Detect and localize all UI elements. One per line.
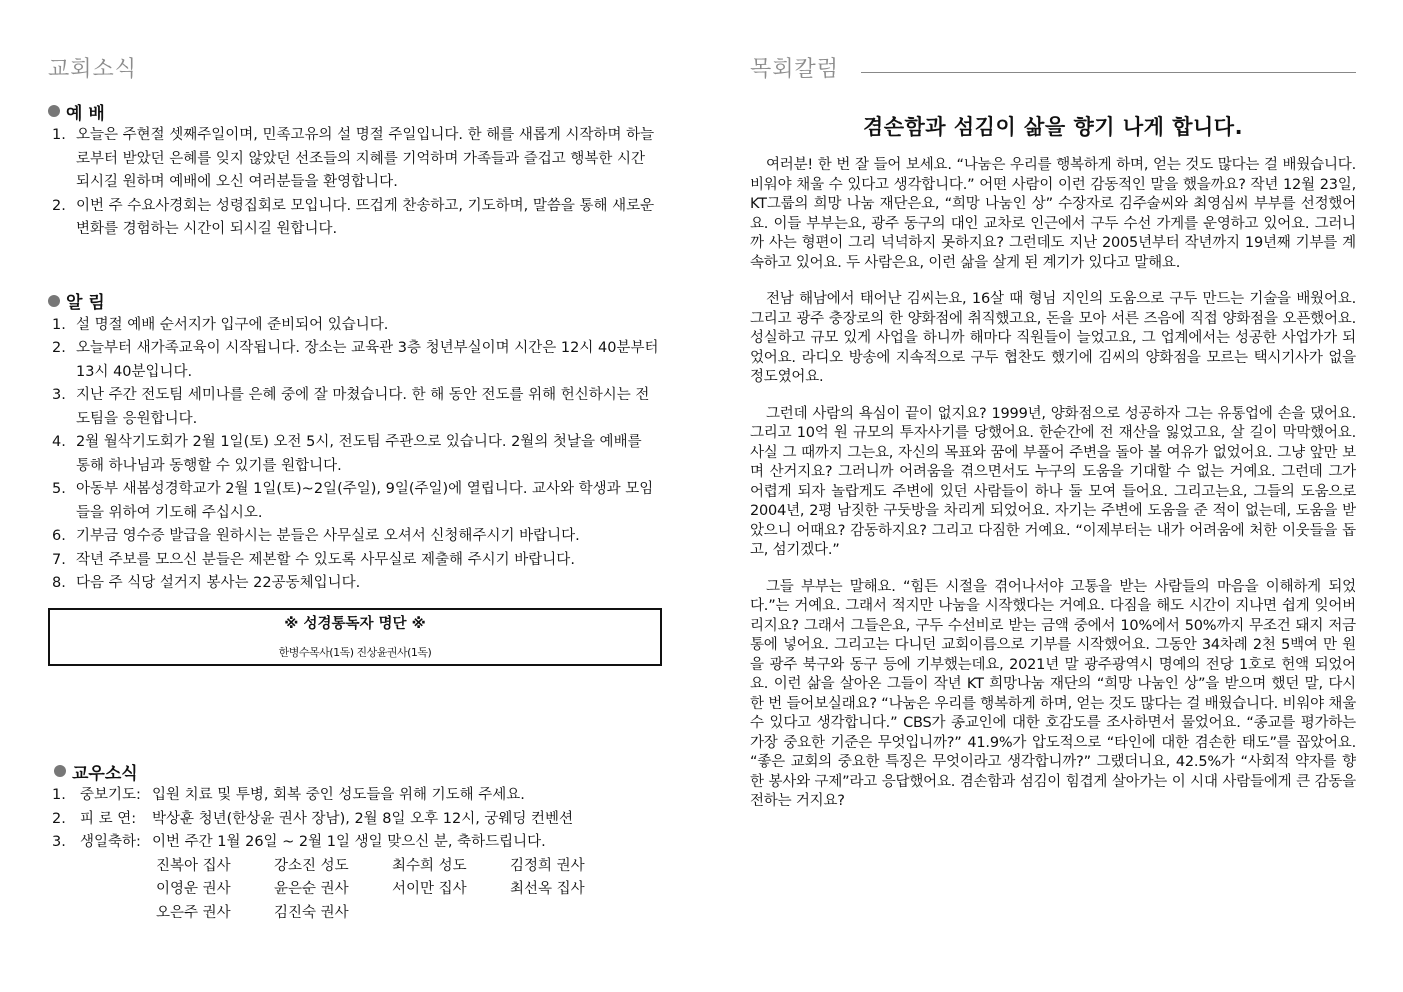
list-item: 3. 지난 주간 전도팀 세미나를 은혜 중에 잘 마쳤습니다. 한 해 동안 전도를 위해 헌신하시는 전도팀을 응원합니다. [52, 387, 650, 427]
bullet-icon [54, 765, 66, 777]
list-item: 8. 다음 주 식당 설거지 봉사는 22공동체입니다. [52, 575, 361, 591]
column-paragraph: 여러분! 한 번 잘 들어 보세요. “나눔은 우리를 행복하게 하며, 얻는 것도 많다는 걸 배웠습니다. 비워야 채울 수 있다고 생각합니다.” 어떤 사람이 이런 감동적인 말을 했을까요? 작년 12월 23일, KT그룹의 희망 나눔 재단은요, “희망 나눔인 상” 수장자로 김주술씨와 최영심씨 부부를 선정했어요. 이들 부부는요, 광주 동구의 대인 교차로 인근에서 구두 수선 가게를 운영하고 있어요. 그러니까 사는 형편이 그리 넉넉하지 못하지요? 그런데도 지난 2005년부터 작년까지 19년째 기부를 계속하고 있어요. 두 사람은요, 이런 삶을 살게 된 계기가 있다고 말해요. [750, 157, 1356, 271]
column-paragraph: 그들 부부는 말해요. “힘든 시절을 겪어나서야 고통을 받는 사람들의 마음을 이해하게 되었다.”는 거예요. 그래서 적지만 나눔을 시작했다는 거예요. 다짐을 해도 시간이 지나면 쉽게 잊어버리지요? 그래서 그들은요, 구두 수선비로 받는 금액 중에서 10%에서 50%까지 무조건 돼지 저금통에 넣어요. 그리고는 다니던 교회이름으로 기부를 시작했어요. 그동안 34차례 2천 5백여 만 원을 광주 북구와 동구 등에 기부했는데요, 2021년 말 광주광역시 명예의 전당 1호로 헌액 되었어요. 이런 삶을 살아온 그들이 작년 KT 희망나눔 재단의 “희망 나눔인 상”을 받으며 했던 말, 다시 한 번 들어보실래요? “나눔은 우리를 행복하게 하며, 얻는 것도 많다는 걸 배웠습니다. 비워야 채울 수 있다고 생각합니다.” CBS가 종교인에 대한 호감도를 조사하면서 물었어요. “종교를 평가하는 가장 중요한 기준은 무엇입니까?” 41.9%가 압도적으로 “타인에 대한 겸손한 태도”를 꼽았어요. “좋은 교회의 중요한 특징은 무엇이라고 생각합니까?” 그랬더니요, 42.5%가 “사회적 약자를 향한 봉사와 구제”라고 응답했어요. 겸손함과 섬김이 힘겹게 살아가는 이 시대 사람들에게 큰 감동을 전하는 거지요? [750, 578, 1356, 809]
list-item: 1. 설 명절 예배 순서지가 입구에 준비되어 있습니다. [52, 316, 389, 333]
birthday-name: 윤은순 권사 [274, 881, 349, 897]
notice-heading-label: 알 림 [66, 293, 105, 313]
column-paragraph: 전남 해남에서 태어난 김씨는요, 16살 때 형님 지인의 도움으로 구두 만드는 기술을 배웠어요. 그리고 광주 충장로의 한 양화점에 취직했고요, 돈을 모아 서른 즈음에 직접 양화점을 오픈했어요. 성실하고 규모 있게 사업을 하니까 해마다 직원들이 늘었고요, 그 업계에서는 성공한 사업가가 되었어요. 라디오 방송에 지속적으로 구두 협찬도 했기에 김씨의 양화점을 모르는 택시기사가 없을 정도였어요. [750, 291, 1356, 385]
list-item: 4. 2월 월삭기도회가 2월 1일(토) 오전 5시, 전도팀 주관으로 있습니다. 2월의 첫날을 예배를 통해 하나님과 동행할 수 있기를 원합니다. [52, 434, 642, 474]
birthday-name: 오은주 권사 [156, 904, 231, 921]
bible-reading-box [48, 608, 662, 666]
worship-section [48, 98, 660, 242]
list-item: 2. 오늘부터 새가족교육이 시작됩니다. 장소는 교육관 3층 청년부실이며 시간은 12시 40분부터 13시 40분입니다. [52, 340, 659, 380]
notice-heading [48, 288, 660, 314]
worship-list [48, 124, 660, 242]
members-heading-label: 교우소식 [72, 763, 138, 784]
birthday-name: 강소진 성도 [274, 857, 349, 874]
header-divider [861, 72, 1356, 73]
notice-section [48, 288, 660, 596]
members-news-section [48, 758, 688, 925]
birthday-name: 최수희 성도 [392, 857, 467, 874]
birthday-name: 김진숙 권사 [274, 904, 349, 921]
worship-heading-label: 예 배 [66, 103, 105, 124]
column-headline: 겸손함과 섬김이 삶을 향기 나게 합니다. [862, 115, 1244, 139]
birthday-name: 최선옥 집사 [510, 881, 585, 897]
list-item: 2. 이번 주 수요사경회는 성령집회로 모입니다. 뜨겁게 찬송하고, 기도하며, 말씀을 통해 새로운 변화를 경험하는 시간이 되시길 원합니다. [52, 197, 655, 237]
list-item: 1. 오늘은 주현절 셋째주일이며, 민족고유의 설 명절 주일입니다. 한 해를 새롭게 시작하며 하늘로부터 받았던 은혜를 잊지 않았던 선조들의 지혜를 기억하며 가족들과 즐겁고 행복한 시간 되시길 원하며 예배에 오신 여러분들을 환영합니다. [52, 127, 655, 190]
list-item: 7. 작년 주보를 모으신 분들은 제본할 수 있도록 사무실로 제출해 주시기 바랍니다. [52, 551, 575, 568]
pastor-column-title: 목회칼럼 [750, 57, 840, 82]
birthday-name: 서이만 집사 [392, 881, 467, 897]
column-body [750, 156, 1356, 812]
pastor-column-header [750, 52, 1356, 88]
bullet-icon [48, 105, 60, 117]
pastor-column [750, 52, 1356, 829]
birthday-name: 이영운 권사 [156, 881, 231, 897]
bible-reading-title: ※ 성경통독자 명단 ※ [284, 616, 426, 632]
members-heading [54, 758, 688, 784]
list-item: 6. 기부금 영수증 발급을 원하시는 분들은 사무실로 오셔서 신청해주시기 바랍니다. [52, 528, 580, 544]
bible-reading-names: 한병수목사(1독) 진상윤권사(1독) [278, 646, 432, 659]
birthday-names [156, 855, 688, 926]
worship-heading [48, 98, 660, 124]
members-line: 3. 생일축하: 이번 주간 1월 26일 ~ 2월 1일 생일 맞으신 분, 축하드립니다. [52, 834, 546, 850]
birthday-name: 김정희 권사 [510, 857, 585, 874]
members-line: 2. 피 로 연: 박상훈 청년(한상윤 권사 장남), 2월 8일 오후 12시, 궁웨딩 컨벤션 [52, 810, 574, 827]
birthday-name: 진복아 집사 [156, 857, 231, 874]
bullet-icon [48, 295, 60, 307]
list-item: 5. 아동부 새봄성경학교가 2월 1일(토)~2일(주일), 9일(주일)에 열립니다. 교사와 학생과 모임들을 위하여 기도해 주십시오. [52, 481, 654, 521]
notice-list [48, 314, 660, 596]
church-news-column [48, 52, 660, 921]
column-paragraph: 그런데 사람의 욕심이 끝이 없지요? 1999년, 양화점으로 성공하자 그는 유통업에 손을 댔어요. 그리고 10억 원 규모의 투자사기를 당했어요. 한순간에 전 재산을 잃었고요, 살 길이 막막했어요. 사실 그 때까지 그는요, 자신의 목표와 꿈에 부풀어 주변을 돌아 볼 여유가 없었어요. 그냥 앞만 보며 산거지요? 그러니까 어려움을 겪으면서도 누구의 도움을 기대할 수 없는 거예요. 그런데 그가 어렵게 되자 놀랍게도 주변에 있던 사람들이 하나 둘 모여 들어요. 그리고는요, 그들의 도움으로 2004년, 2평 남짓한 구둣방을 차리게 되었어요. 자기는 주변에 도움을 준 적이 없는데, 도움을 받았으니 어때요? 감동하지요? 그리고 다짐한 거예요. “이제부터는 내가 어려움에 처한 이웃들을 돕고, 섬기겠다.” [750, 405, 1356, 558]
church-news-title: 교회소식 [48, 57, 138, 82]
members-line: 1. 중보기도: 입원 치료 및 투병, 회복 중인 성도들을 위해 기도해 주세요. [52, 787, 525, 803]
